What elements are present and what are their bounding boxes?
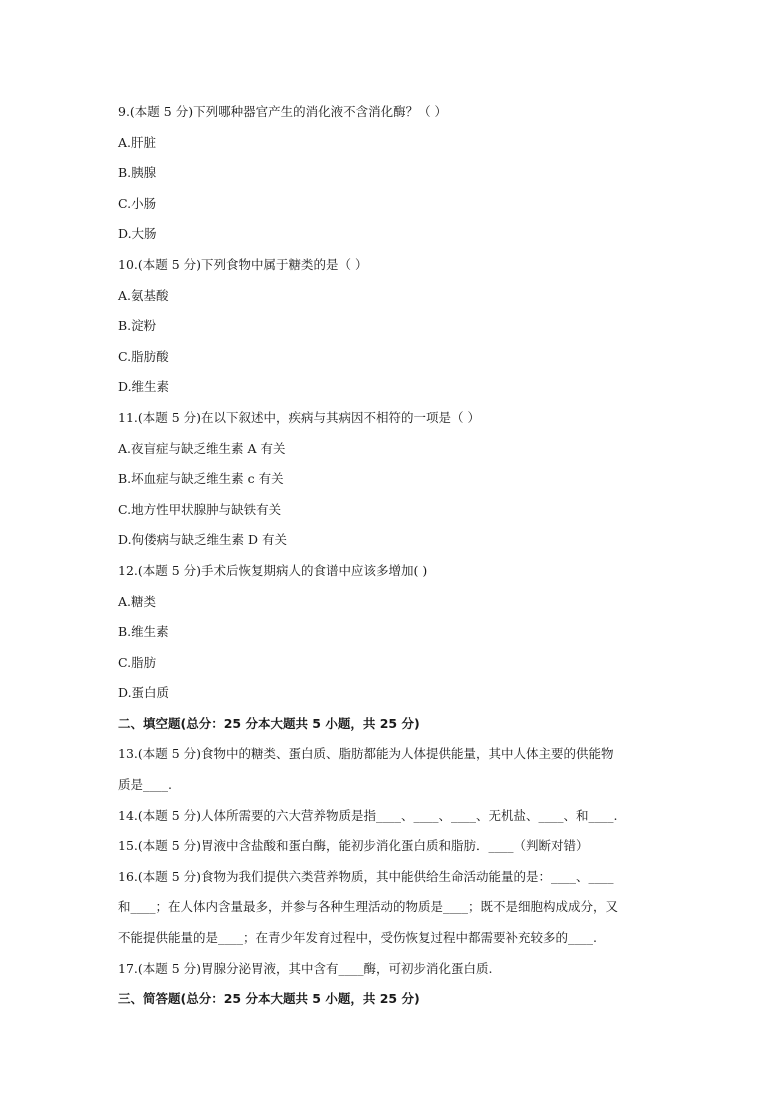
question-11: 11.(本题 5 分)在以下叙述中，疾病与其病因不相符的一项是（ ） xyxy=(118,409,481,425)
option-12c: C.脂肪 xyxy=(118,654,157,670)
question-16-line-3: 不能提供能量的是____；在青少年发育过程中，受伤恢复过程中都需要补充较多的____. xyxy=(118,930,597,946)
option-9a: A.肝脏 xyxy=(118,134,157,150)
option-10c: C.脂肪酸 xyxy=(118,348,169,364)
question-15: 15.(本题 5 分)胃液中含盐酸和蛋白酶，能初步消化蛋白质和脂肪．____（判断对错） xyxy=(118,838,589,854)
question-13-line-1: 13.(本题 5 分)食物中的糖类、蛋白质、脂肪都能为人体提供能量，其中人体主要的供能物 xyxy=(118,746,614,762)
question-16-line-1: 16.(本题 5 分)食物为我们提供六类营养物质，其中能供给生命活动能量的是：____、____ xyxy=(118,868,614,884)
question-14: 14.(本题 5 分)人体所需要的六大营养物质是指____、____、____、无机盐、____、和____. xyxy=(118,807,618,823)
question-17: 17.(本题 5 分)胃腺分泌胃液，其中含有____酶，可初步消化蛋白质. xyxy=(118,960,493,976)
question-13-line-2: 质是____. xyxy=(118,777,172,793)
section-heading-fill-in: 二、填空题(总分：25 分本大题共 5 小题，共 25 分) xyxy=(118,715,420,731)
question-10: 10.(本题 5 分)下列食物中属于糖类的是（ ） xyxy=(118,256,368,272)
section-heading-short-answer: 三、简答题(总分：25 分本大题共 5 小题，共 25 分) xyxy=(118,991,420,1007)
option-12a: A.糖类 xyxy=(118,593,157,609)
option-11b: B.坏血症与缺乏维生素 c 有关 xyxy=(118,471,284,487)
option-9b: B.胰腺 xyxy=(118,165,157,181)
option-10b: B.淀粉 xyxy=(118,318,157,334)
option-10d: D.维生素 xyxy=(118,379,170,395)
question-9: 9.(本题 5 分)下列哪种器官产生的消化液不含消化酶？（ ） xyxy=(118,104,448,119)
option-12d: D.蛋白质 xyxy=(118,685,170,701)
document-content xyxy=(118,97,666,1015)
question-12: 12.(本题 5 分)手术后恢复期病人的食谱中应该多增加( ) xyxy=(118,562,428,578)
option-10a: A.氨基酸 xyxy=(118,287,169,303)
question-16-line-2: 和____；在人体内含量最多，并参与各种生理活动的物质是____；既不是细胞构成成分，又 xyxy=(118,899,619,915)
option-11d: D.佝偻病与缺乏维生素 D 有关 xyxy=(118,532,288,548)
option-11c: C.地方性甲状腺肿与缺铁有关 xyxy=(118,501,282,517)
option-11a: A.夜盲症与缺乏维生素 A 有关 xyxy=(118,440,286,456)
option-9c: C.小肠 xyxy=(118,195,157,211)
option-9d: D.大肠 xyxy=(118,226,157,242)
option-12b: B.维生素 xyxy=(118,624,169,640)
